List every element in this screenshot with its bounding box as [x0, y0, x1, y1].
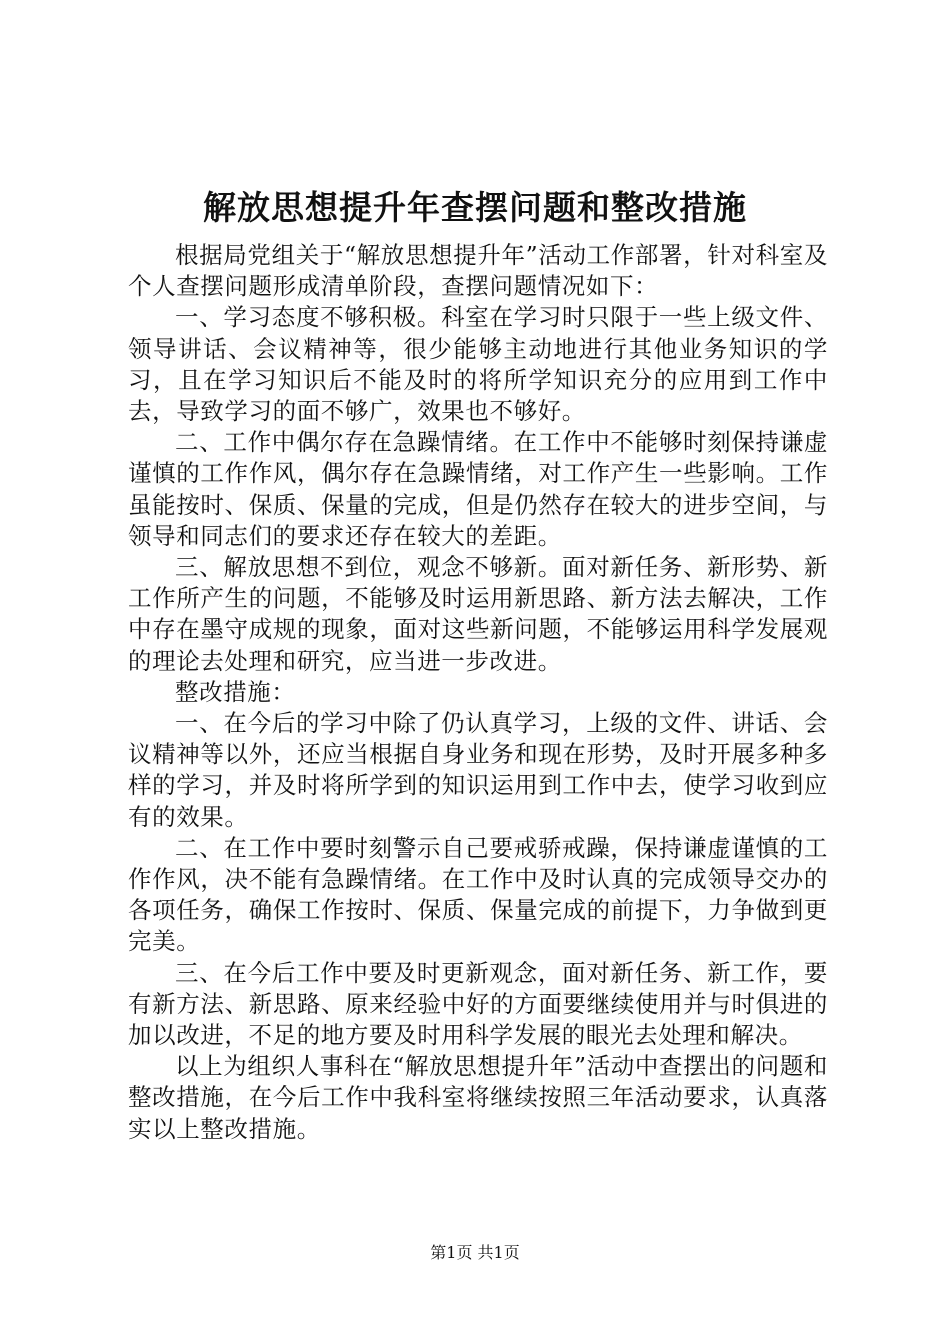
paragraph-problem-1: 一、学习态度不够积极。科室在学习时只限于一些上级文件、领导讲话、会议精神等，很少能够主动地进行其他业务知识的学习，且在学习知识后不能及时的将所学知识充分的应用到工作中去，导致学习的面不够广，效果也不够好。 [128, 303, 828, 426]
section-heading-measures: 整改措施： [175, 677, 296, 706]
paragraph-measure-2: 二、在工作中要时刻警示自己要戒骄戒躁，保持谦虚谨慎的工作作风，决不能有急躁情绪。在工作中及时认真的完成领导交办的各项任务，确保工作按时、保质、保量完成的前提下，力争做到更完美。 [128, 833, 828, 956]
document-body [128, 240, 828, 1145]
document-title: 解放思想提升年查摆问题和整改措施 [203, 188, 747, 227]
paragraph-measure-3: 三、在今后工作中要及时更新观念，面对新任务、新工作，要有新方法、新思路、原来经验中好的方面要继续使用并与时俱进的加以改进，不足的地方要及时用科学发展的眼光去处理和解决。 [128, 958, 828, 1050]
paragraph-measure-1: 一、在今后的学习中除了仍认真学习，上级的文件、讲话、会议精神等以外，还应当根据自身业务和现在形势，及时开展多种多样的学习，并及时将所学到的知识运用到工作中去，使学习收到应有的效果。 [128, 709, 828, 831]
paragraph-problem-3: 三、解放思想不到位，观念不够新。面对新任务、新形势、新工作所产生的问题，不能够及时运用新思路、新方法去解决，工作中存在墨守成规的现象，面对这些新问题，不能够运用科学发展观的理论去处理和研究，应当进一步改进。 [128, 553, 828, 675]
page-number-footer: 第1页 共1页 [430, 1243, 520, 1262]
paragraph-intro: 根据局党组关于“解放思想提升年”活动工作部署，针对科室及个人查摆问题形成清单阶段，查摆问题情况如下： [128, 241, 828, 301]
paragraph-conclusion: 以上为组织人事科在“解放思想提升年”活动中查摆出的问题和整改措施，在今后工作中我科室将继续按照三年活动要求，认真落实以上整改措施。 [128, 1052, 828, 1143]
paragraph-problem-2: 二、工作中偶尔存在急躁情绪。在工作中不能够时刻保持谦虚谨慎的工作作风，偶尔存在急躁情绪，对工作产生一些影响。工作虽能按时、保质、保量的完成，但是仍然存在较大的进步空间，与领导和同志们的要求还存在较大的差距。 [128, 428, 828, 550]
